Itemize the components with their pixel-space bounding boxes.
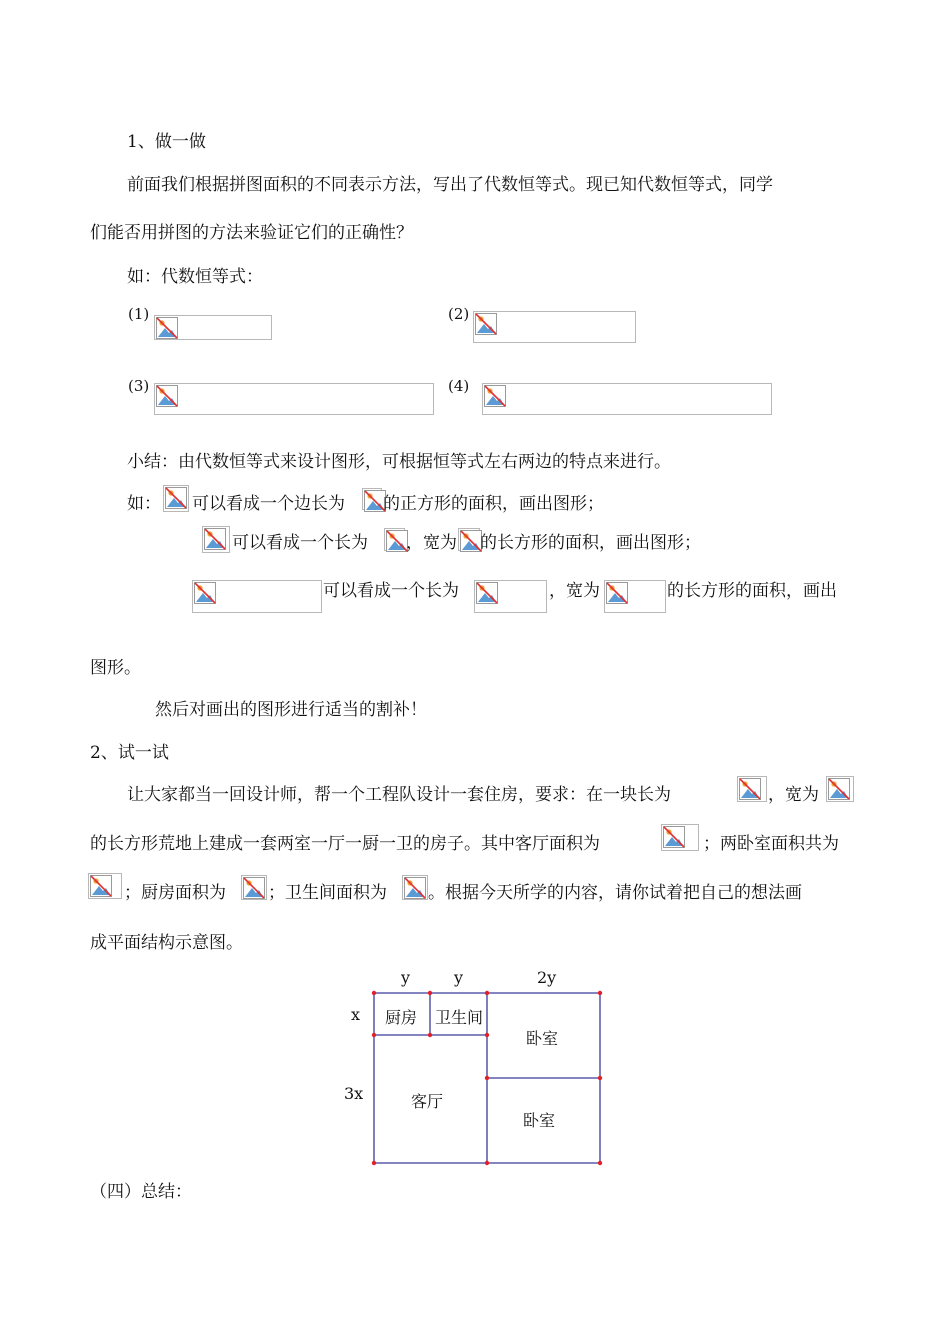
dimension-label-x: x — [351, 1005, 361, 1024]
line-c-mid: 可以看成一个长为 — [323, 581, 459, 601]
room-bathroom: 卫生间 — [435, 1008, 484, 1027]
floor-plan-diagram — [340, 962, 620, 1177]
line-c-comma: ，宽为 — [549, 581, 600, 601]
line-c-continuation: 图形。 — [90, 658, 141, 678]
room-kitchen: 厨房 — [385, 1008, 418, 1027]
vertex-dot — [428, 991, 432, 995]
task-line-3b: ；卫生间面积为 — [268, 883, 387, 903]
broken-image-icon — [154, 315, 272, 340]
broken-image-icon — [826, 776, 854, 802]
vertex-dot — [372, 991, 376, 995]
broken-image-icon — [163, 485, 189, 512]
vertex-dot — [485, 1076, 489, 1080]
broken-image-icon — [402, 875, 428, 900]
identity-number-2: (2) — [448, 305, 470, 323]
broken-image-icon — [737, 776, 767, 802]
identity-number-3: (3) — [128, 377, 150, 395]
vertex-dot — [598, 991, 602, 995]
vertex-dot — [485, 1161, 489, 1165]
broken-image-icon — [241, 875, 267, 900]
broken-image-icon — [482, 383, 772, 415]
example-label: 如：代数恒等式： — [127, 267, 263, 287]
line-b-comma: ，宽为 — [406, 533, 457, 553]
vertex-dot — [428, 1033, 432, 1037]
task-line-1a: 让大家都当一回设计师，帮一个工程队设计一套住房，要求：在一块长为 — [127, 785, 671, 805]
dimension-label-y1: y — [401, 968, 411, 987]
line-a-prefix: 如： — [127, 494, 161, 514]
vertex-dot — [598, 1161, 602, 1165]
task-line-2b: ；两卧室面积共为 — [703, 834, 839, 854]
section-heading-2: 2、试一试 — [90, 743, 169, 763]
broken-image-icon — [154, 383, 434, 415]
dimension-label-2y: 2y — [537, 968, 557, 987]
section-heading-4: （四）总结： — [90, 1182, 192, 1202]
line-b-end: 的长方形的面积，画出图形； — [480, 533, 701, 553]
vertex-dot — [372, 1161, 376, 1165]
broken-image-icon — [604, 580, 666, 613]
broken-image-icon — [384, 528, 405, 551]
identity-number-1: (1) — [128, 305, 150, 323]
line-b-mid: 可以看成一个长为 — [232, 533, 368, 553]
identity-number-4: (4) — [448, 377, 470, 395]
room-bedroom-top: 卧室 — [526, 1029, 559, 1048]
line-a-end: 的正方形的面积，画出图形； — [383, 494, 604, 514]
broken-image-icon — [458, 528, 480, 551]
dimension-label-y2: y — [454, 968, 464, 987]
intro-line-1: 前面我们根据拼图面积的不同表示方法，写出了代数恒等式。现已知代数恒等式，同学 — [127, 175, 773, 195]
summary-text: 小结：由代数恒等式来设计图形，可根据恒等式左右两边的特点来进行。 — [127, 452, 671, 472]
broken-image-icon — [474, 580, 547, 613]
vertex-dot — [372, 1033, 376, 1037]
task-line-3a: ；厨房面积为 — [124, 883, 226, 903]
floor-plan-lines — [340, 962, 620, 1177]
line-a-mid: 可以看成一个边长为 — [192, 494, 345, 514]
intro-line-2: 们能否用拼图的方法来验证它们的正确性？ — [90, 223, 413, 243]
room-bedroom-bottom: 卧室 — [523, 1111, 556, 1130]
room-living: 客厅 — [411, 1092, 444, 1111]
vertex-dot — [598, 1076, 602, 1080]
vertex-dot — [485, 991, 489, 995]
broken-image-icon — [661, 824, 699, 851]
broken-image-icon — [192, 580, 322, 613]
task-line-4: 成平面结构示意图。 — [90, 933, 243, 953]
broken-image-icon — [473, 311, 636, 343]
broken-image-icon — [362, 488, 382, 510]
task-line-3c: 。根据今天所学的内容，请你试着把自己的想法画 — [428, 883, 802, 903]
broken-image-icon — [88, 873, 122, 899]
vertex-dot — [485, 1033, 489, 1037]
broken-image-icon — [202, 526, 230, 553]
dimension-label-3x: 3x — [344, 1084, 364, 1103]
section-heading-1: 1、做一做 — [127, 132, 206, 152]
then-text: 然后对画出的图形进行适当的割补！ — [155, 700, 427, 720]
task-line-2a: 的长方形荒地上建成一套两室一厅一厨一卫的房子。其中客厅面积为 — [90, 834, 600, 854]
task-line-1b: ，宽为 — [768, 785, 819, 805]
line-c-end: 的长方形的面积，画出 — [667, 581, 837, 601]
